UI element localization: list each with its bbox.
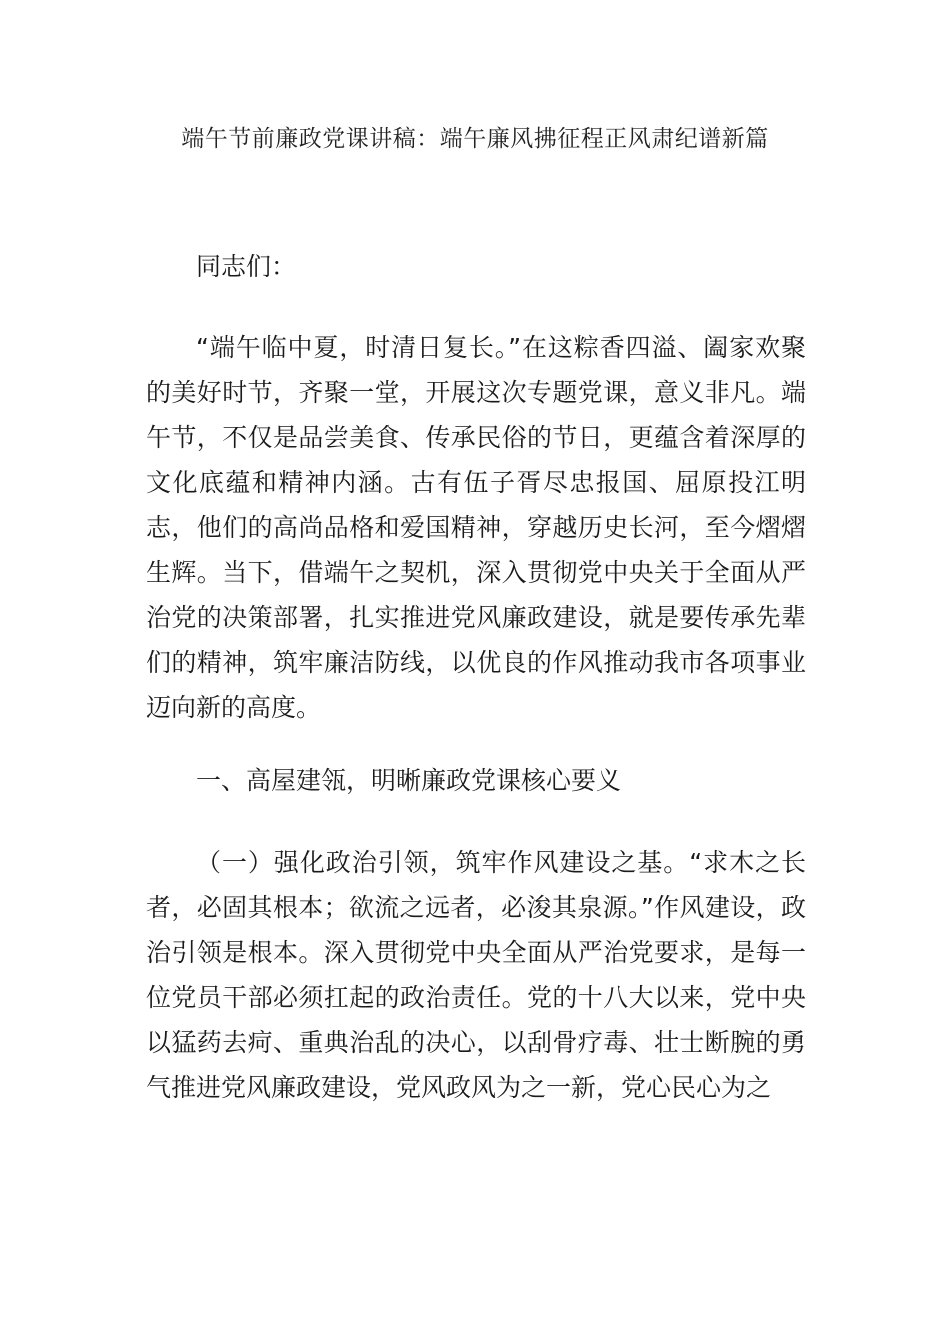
- intro-paragraph: “端午临中夏，时清日复长。”在这粽香四溢、阖家欢聚的美好时节，齐聚一堂，开展这次专题党课，意义非凡。端午节，不仅是品尝美食、传承民俗的节日，更蕴含着深厚的文化底蕴和精神内涵。古有伍子胥尽忠报国、屈原投江明志，他们的高尚品格和爱国精神，穿越历史长河，至今熠熠生辉。当下，借端午之契机，深入贯彻党中央关于全面从严治党的决策部署，扎实推进党风廉政建设，就是要传承先辈们的精神，筑牢廉洁防线，以优良的作风推动我市各项事业迈向新的高度。: [146, 333, 806, 722]
- subsection-paragraph: （一）强化政治引领，筑牢作风建设之基。“求木之长者，必固其根本；欲流之远者，必浚其泉源。”作风建设，政治引领是根本。深入贯彻党中央全面从严治党要求，是每一位党员干部必须扛起的政治责任。党的十八大以来，党中央以猛药去疴、重典治乱的决心，以刮骨疗毒、壮士断腕的勇气推进党风廉政建设，党风政风为之一新，党心民心为之: [146, 848, 806, 1102]
- section-heading: 一、高屋建瓴，明晰廉政党课核心要义: [196, 766, 622, 795]
- document-title: 端午节前廉政党课讲稿：端午廉风拂征程正风肃纪谱新篇: [181, 126, 769, 152]
- greeting-paragraph: 同志们：: [196, 252, 297, 281]
